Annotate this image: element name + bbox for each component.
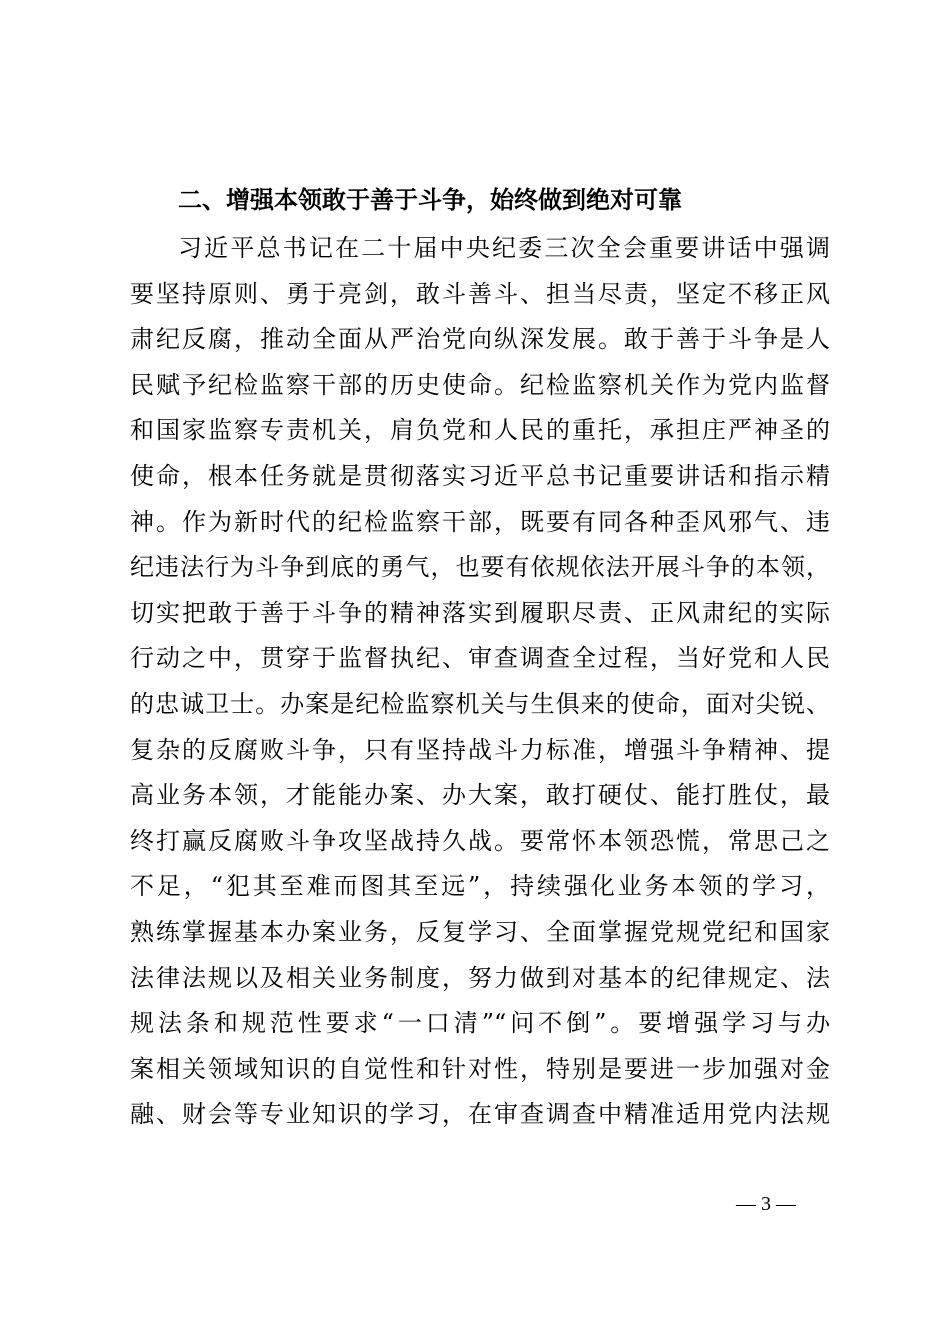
- body-line: 高业务本领，才能能办案、办大案，敢打硬仗、能打胜仗，最: [130, 781, 830, 810]
- body-line: 切实把敢于善于斗争的精神落实到履职尽责、正风肃纪的实际: [130, 598, 830, 627]
- body-paragraph: [130, 226, 830, 1138]
- body-line: 神。作为新时代的纪检监察干部，既要有同各种歪风邪气、违: [130, 507, 830, 536]
- body-line: 和国家监察专责机关，肩负党和人民的重托，承担庄严神圣的: [130, 416, 830, 445]
- page-number: — 3 —: [736, 1193, 796, 1215]
- body-line: 纪违法行为斗争到底的勇气，也要有依规依法开展斗争的本领，: [130, 553, 830, 582]
- body-line: 融、财会等专业知识的学习，在审查调查中精准适用党内法规: [130, 1100, 830, 1129]
- body-line: 肃纪反腐，推动全面从严治党向纵深发展。敢于善于斗争是人: [130, 325, 830, 354]
- body-line: 案相关领域知识的自觉性和针对性，特别是要进一步加强对金: [130, 1054, 830, 1083]
- body-line: 要坚持原则、勇于亮剑，敢斗善斗、担当尽责，坚定不移正风: [130, 279, 830, 308]
- body-line: 法律法规以及相关业务制度，努力做到对基本的纪律规定、法: [130, 963, 830, 992]
- body-line: 行动之中，贯穿于监督执纪、审查调查全过程，当好党和人民: [130, 644, 830, 673]
- body-line: 使命，根本任务就是贯彻落实习近平总书记重要讲话和指示精: [130, 461, 830, 490]
- section-heading: 二、增强本领敢于善于斗争，始终做到绝对可靠: [178, 186, 682, 214]
- body-line: 熟练掌握基本办案业务，反复学习、全面掌握党规党纪和国家: [130, 917, 830, 946]
- body-line: 规法条和规范性要求“一口清”“问不倒”。要增强学习与办: [130, 1009, 830, 1038]
- body-line: 复杂的反腐败斗争，只有坚持战斗力标准，增强斗争精神、提: [130, 735, 830, 764]
- body-line: 终打赢反腐败斗争攻坚战持久战。要常怀本领恐慌，常思己之: [130, 826, 830, 855]
- body-line: 习近平总书记在二十届中央纪委三次全会重要讲话中强调: [178, 234, 830, 262]
- body-line: 民赋予纪检监察干部的历史使命。纪检监察机关作为党内监督: [130, 370, 830, 399]
- body-line: 不足，“犯其至难而图其至远”，持续强化业务本领的学习，: [130, 872, 830, 901]
- body-line: 的忠诚卫士。办案是纪检监察机关与生俱来的使命，面对尖锐、: [130, 689, 830, 718]
